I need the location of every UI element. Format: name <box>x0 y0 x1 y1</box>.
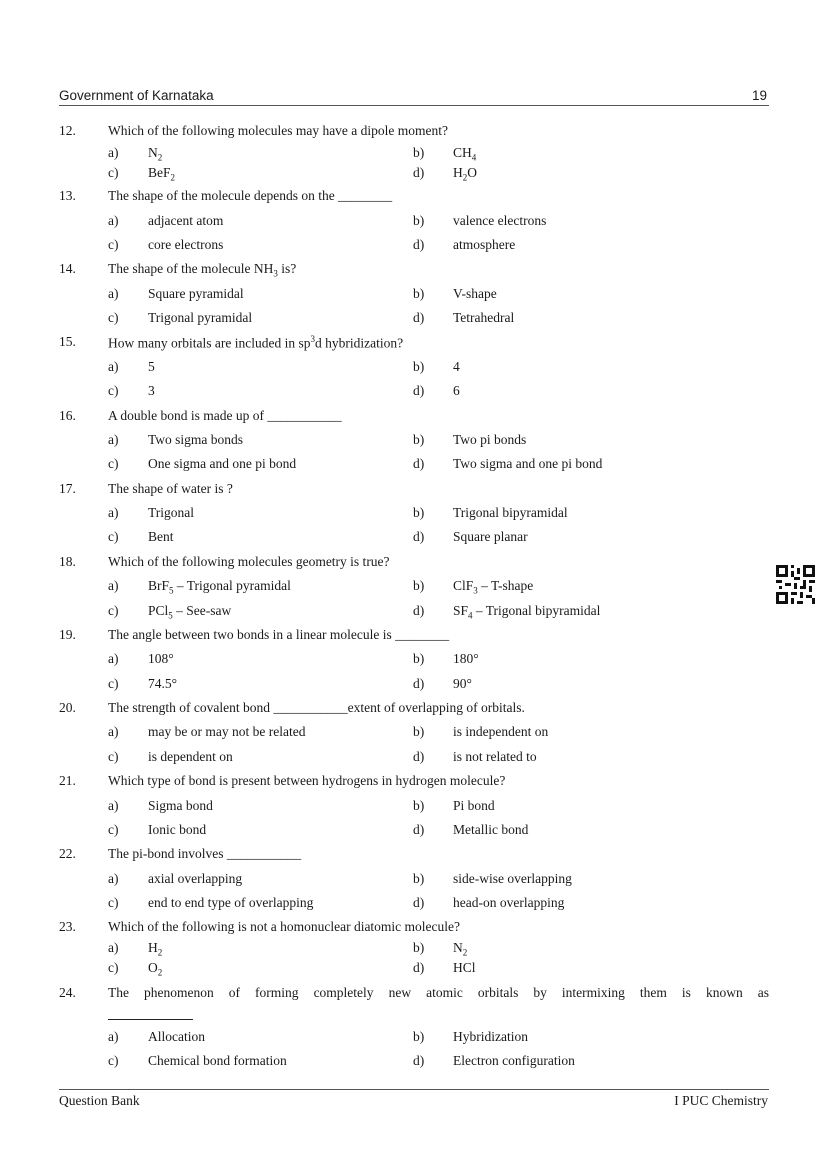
option-label-d: d) <box>413 960 425 975</box>
option-label-b: b) <box>413 651 425 666</box>
option-c: Chemical bond formation <box>148 1053 287 1068</box>
option-c: end to end type of overlapping <box>148 895 314 910</box>
option-label-d: d) <box>413 676 425 691</box>
option-d: Tetrahedral <box>453 310 515 325</box>
question-number: 12. <box>59 123 76 138</box>
option-label-c: c) <box>108 676 119 691</box>
option-label-a: a) <box>108 359 119 374</box>
option-a: BrF$_5$ – Trigonal pyramidal <box>148 578 291 596</box>
option-label-c: c) <box>108 165 119 180</box>
option-c: Trigonal pyramidal <box>148 310 253 325</box>
option-label-c: c) <box>108 383 119 398</box>
option-b: valence electrons <box>453 213 547 228</box>
option-label-b: b) <box>413 871 425 886</box>
footer-right: I PUC Chemistry <box>674 1093 768 1108</box>
option-label-d: d) <box>413 165 425 180</box>
option-d: is not related to <box>453 749 537 764</box>
option-a: Allocation <box>148 1029 205 1044</box>
option-c: Ionic bond <box>148 822 207 837</box>
option-c: One sigma and one pi bond <box>148 456 297 471</box>
option-label-c: c) <box>108 529 119 544</box>
option-a: may be or may not be related <box>148 724 306 739</box>
option-label-c: c) <box>108 1053 119 1068</box>
option-b: side-wise overlapping <box>453 871 572 886</box>
option-label-b: b) <box>413 286 425 301</box>
question-text: The shape of water is ? <box>108 481 233 496</box>
option-label-d: d) <box>413 237 425 252</box>
option-b: Two pi bonds <box>453 432 527 447</box>
option-label-b: b) <box>413 1029 425 1044</box>
option-d: 6 <box>453 383 460 398</box>
option-label-d: d) <box>413 529 425 544</box>
answer-blank <box>108 1019 193 1020</box>
question-number: 18. <box>59 554 76 569</box>
option-label-a: a) <box>108 724 119 739</box>
question-text: Which of the following is not a homonuclear diatomic molecule? <box>108 919 461 934</box>
option-label-a: a) <box>108 1029 119 1044</box>
option-label-b: b) <box>413 724 425 739</box>
option-label-b: b) <box>413 145 425 160</box>
question-text: The shape of the molecule $NH_3$ is? <box>108 261 297 279</box>
option-b: Trigonal bipyramidal <box>453 505 568 520</box>
option-b: 4 <box>453 359 460 374</box>
option-label-a: a) <box>108 213 119 228</box>
qr-code-icon[interactable] <box>776 565 815 604</box>
header-title: Government of Karnataka <box>59 88 214 103</box>
option-d: Two sigma and one pi bond <box>453 456 603 471</box>
option-c: PCl$_5$ – See-saw <box>148 603 232 621</box>
option-a: Two sigma bonds <box>148 432 244 447</box>
option-label-c: c) <box>108 603 119 618</box>
option-label-c: c) <box>108 456 119 471</box>
option-label-c: c) <box>108 749 119 764</box>
question-text: Which type of bond is present between hydrogens in hydrogen molecule? <box>108 773 506 788</box>
option-b: $N_2$ <box>453 940 468 958</box>
option-label-a: a) <box>108 432 119 447</box>
question-text: A double bond is made up of ___________ <box>108 408 342 423</box>
option-d: $SF_4$ – Trigonal bipyramidal <box>453 603 601 621</box>
question-text: How many orbitals are included in $sp^3d$ hybridization? <box>108 334 404 351</box>
option-b: ClF$_3$ – T-shape <box>453 578 534 596</box>
option-label-b: b) <box>413 505 425 520</box>
option-label-d: d) <box>413 749 425 764</box>
option-a: axial overlapping <box>148 871 243 886</box>
option-label-c: c) <box>108 310 119 325</box>
question-number: 23. <box>59 919 76 934</box>
option-c: $O_2$ <box>148 960 163 978</box>
option-label-a: a) <box>108 871 119 886</box>
option-label-b: b) <box>413 432 425 447</box>
option-c: core electrons <box>148 237 224 252</box>
option-c: 74.5° <box>148 676 178 691</box>
option-d: $H_2O$ <box>453 165 477 183</box>
question-number: 13. <box>59 188 76 203</box>
page-footer <box>59 1089 769 1108</box>
option-label-c: c) <box>108 237 119 252</box>
option-label-a: a) <box>108 286 119 301</box>
option-a: adjacent atom <box>148 213 224 228</box>
option-d: HCl <box>453 960 476 975</box>
option-label-a: a) <box>108 940 119 955</box>
option-label-b: b) <box>413 359 425 374</box>
option-b: is independent on <box>453 724 549 739</box>
question-number: 22. <box>59 846 76 861</box>
question-text: The angle between two bonds in a linear molecule is ________ <box>108 627 450 642</box>
question-number: 24. <box>59 985 76 1000</box>
option-b: 180° <box>453 651 479 666</box>
option-label-a: a) <box>108 145 119 160</box>
option-label-a: a) <box>108 798 119 813</box>
page-number: 19 <box>751 88 767 103</box>
option-d: Electron configuration <box>453 1053 575 1068</box>
question-text: The phenomenon of forming completely new atomic orbitals by intermixing them is known as <box>108 985 769 1000</box>
option-a: 108° <box>148 651 174 666</box>
question-text: Which of the following molecules may have a dipole moment? <box>108 123 449 138</box>
option-a: Square pyramidal <box>148 286 244 301</box>
option-label-a: a) <box>108 651 119 666</box>
question-text: The pi-bond involves ___________ <box>108 846 302 861</box>
option-label-b: b) <box>413 213 425 228</box>
option-label-d: d) <box>413 383 425 398</box>
option-label-a: a) <box>108 578 119 593</box>
option-a: Trigonal <box>148 505 195 520</box>
question-number: 19. <box>59 627 76 642</box>
option-a: $N_2$ <box>148 145 163 163</box>
option-label-d: d) <box>413 603 425 618</box>
option-c: Bent <box>148 529 174 544</box>
option-label-d: d) <box>413 1053 425 1068</box>
question-number: 16. <box>59 408 76 423</box>
option-label-c: c) <box>108 895 119 910</box>
option-b: $CH_4$ <box>453 145 477 163</box>
question-number: 17. <box>59 481 76 496</box>
option-b: Pi bond <box>453 798 495 813</box>
footer-left: Question Bank <box>59 1093 140 1108</box>
option-a: Sigma bond <box>148 798 213 813</box>
option-label-d: d) <box>413 895 425 910</box>
question-text: Which of the following molecules geometry is true? <box>108 554 390 569</box>
option-a: 5 <box>148 359 155 374</box>
option-label-b: b) <box>413 578 425 593</box>
question-number: 20. <box>59 700 76 715</box>
option-b: Hybridization <box>453 1029 528 1044</box>
option-d: Metallic bond <box>453 822 529 837</box>
option-d: Square planar <box>453 529 528 544</box>
option-label-d: d) <box>413 822 425 837</box>
option-label-b: b) <box>413 798 425 813</box>
question-number: 14. <box>59 261 76 276</box>
question-text: The strength of covalent bond ___________extent of overlapping of orbitals. <box>108 700 525 715</box>
option-label-b: b) <box>413 940 425 955</box>
option-c: 3 <box>148 383 155 398</box>
option-label-c: c) <box>108 960 119 975</box>
option-d: head-on overlapping <box>453 895 565 910</box>
option-c: is dependent on <box>148 749 233 764</box>
question-text: The shape of the molecule depends on the ________ <box>108 188 393 203</box>
option-label-d: d) <box>413 456 425 471</box>
question-number: 21. <box>59 773 76 788</box>
option-d: 90° <box>453 676 472 691</box>
option-c: BeF$_2$ <box>148 165 176 183</box>
question-number: 15. <box>59 334 76 349</box>
option-d: atmosphere <box>453 237 516 252</box>
page-header <box>59 87 769 106</box>
option-a: $H_2$ <box>148 940 163 958</box>
option-label-d: d) <box>413 310 425 325</box>
option-label-a: a) <box>108 505 119 520</box>
option-b: V-shape <box>453 286 497 301</box>
option-label-c: c) <box>108 822 119 837</box>
